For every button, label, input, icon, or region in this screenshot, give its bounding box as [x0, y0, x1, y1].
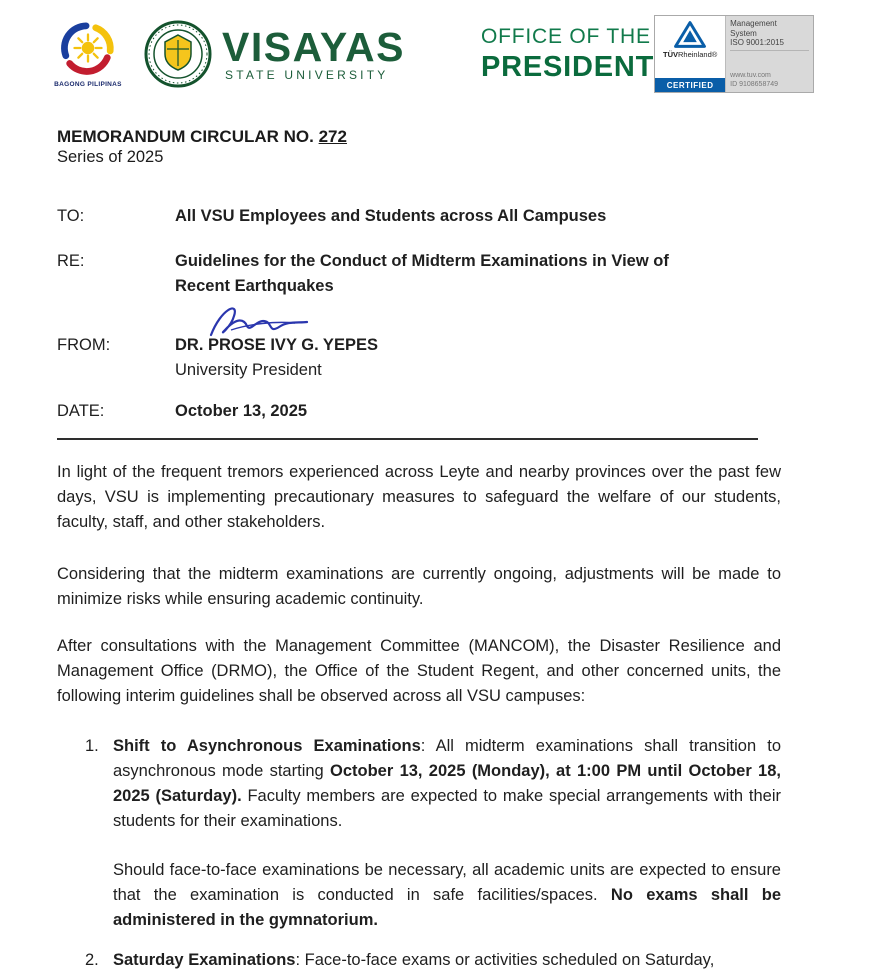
office-line2: PRESIDENT — [480, 50, 655, 83]
field-from — [57, 299, 781, 383]
bagong-pilipinas-icon — [57, 21, 119, 75]
re-value — [175, 249, 781, 299]
office-block — [481, 25, 654, 84]
office-line1: OFFICE OF THE — [480, 24, 651, 48]
list-item-1-number: 1. — [85, 737, 99, 755]
memo-fields — [57, 204, 781, 424]
list-item-2-text: Saturday Examinations: Face-to-face exams or activities scheduled on Saturday, — [113, 951, 715, 969]
paragraph-2: Considering that the midterm examinations are currently ongoing, adjustments will be made to minimize risks while ensuring academic continuity. — [57, 565, 781, 608]
divider-rule — [57, 438, 758, 440]
date-label: DATE: — [57, 402, 105, 420]
letterhead — [0, 0, 891, 100]
tuv-website: www.tuv.com — [730, 72, 771, 79]
list-item-1-continued-text: Should face-to-face examinations be necessary, all academic units are expected to ensure that the examination is conducted in safe facilities/spaces. No exams shall be administered in the gymnatorium. — [113, 861, 781, 929]
from-label: FROM: — [57, 336, 111, 354]
tuv-mgmt-line1: Management — [730, 19, 777, 28]
tuv-website-block — [730, 70, 809, 89]
vsu-seal — [144, 20, 212, 88]
list-item-1-continued — [85, 858, 781, 933]
field-date — [57, 399, 781, 424]
re-value-line2: Recent Earthquakes — [175, 277, 334, 295]
tuv-certification-badge — [654, 15, 814, 93]
tuv-triangle-icon — [673, 20, 707, 49]
tuv-cert-id: ID 9108658749 — [730, 80, 779, 88]
field-re — [57, 249, 781, 299]
memo-content — [0, 100, 891, 972]
guidelines-list — [57, 734, 781, 972]
re-label: RE: — [57, 252, 85, 270]
list-item-1-continued-spacer — [85, 858, 113, 933]
from-value — [175, 299, 781, 383]
list-item-1 — [85, 734, 781, 834]
bagong-pilipinas-logo — [48, 21, 128, 88]
list-item-2 — [85, 948, 781, 972]
university-wordmark — [222, 23, 405, 82]
list-item-1-text: Shift to Asynchronous Examinations: All midterm examinations shall transition to asynchronous mode starting October 13, 2025 (Monday), at 1:00 PM until October 18, 2025 (Saturday). Faculty members are expected to make special arrangements with their students for their examinations. — [113, 737, 782, 830]
tuv-right-panel — [725, 16, 813, 92]
tuv-brand-label: TÜVRheinland® — [662, 50, 718, 59]
tuv-left-panel — [655, 16, 725, 92]
bagong-pilipinas-label: BAGONG PILIPINAS — [54, 80, 122, 88]
from-title: University President — [175, 361, 322, 379]
paragraph-1: In light of the frequent tremors experienced across Leyte and nearby provinces over the past few days, VSU is implementing precautionary measures to safeguard the welfare of our students, faculty, staff, and other stakeholders. — [57, 463, 781, 531]
to-label: TO: — [57, 207, 85, 225]
tuv-iso-label: ISO 9001:2015 — [730, 38, 784, 47]
tuv-certified-label: CERTIFIED — [655, 78, 725, 92]
from-name: DR. PROSE IVY G. YEPES — [175, 336, 378, 354]
field-to — [57, 204, 781, 229]
to-value: All VSU Employees and Students across All Campuses — [175, 207, 607, 225]
tuv-management-system — [730, 19, 809, 51]
re-value-line1: Guidelines for the Conduct of Midterm Examinations in View of — [175, 252, 669, 270]
paragraph-3: After consultations with the Management Committee (MANCOM), the Disaster Resilience and Management Office (DRMO), the Office of the Student Regent, and other concerned units, the following interim guidelines shall be observed across all VSU campuses: — [57, 637, 781, 705]
memo-series: Series of 2025 — [57, 148, 164, 166]
memo-title: MEMORANDUM CIRCULAR NO. 272 — [57, 127, 347, 146]
tuv-mgmt-line2: System — [730, 28, 757, 38]
list-item-2-number: 2. — [85, 951, 99, 969]
university-name: VISAYAS — [222, 23, 405, 70]
date-value: October 13, 2025 — [175, 402, 308, 420]
university-subname: STATE UNIVERSITY — [225, 67, 389, 82]
